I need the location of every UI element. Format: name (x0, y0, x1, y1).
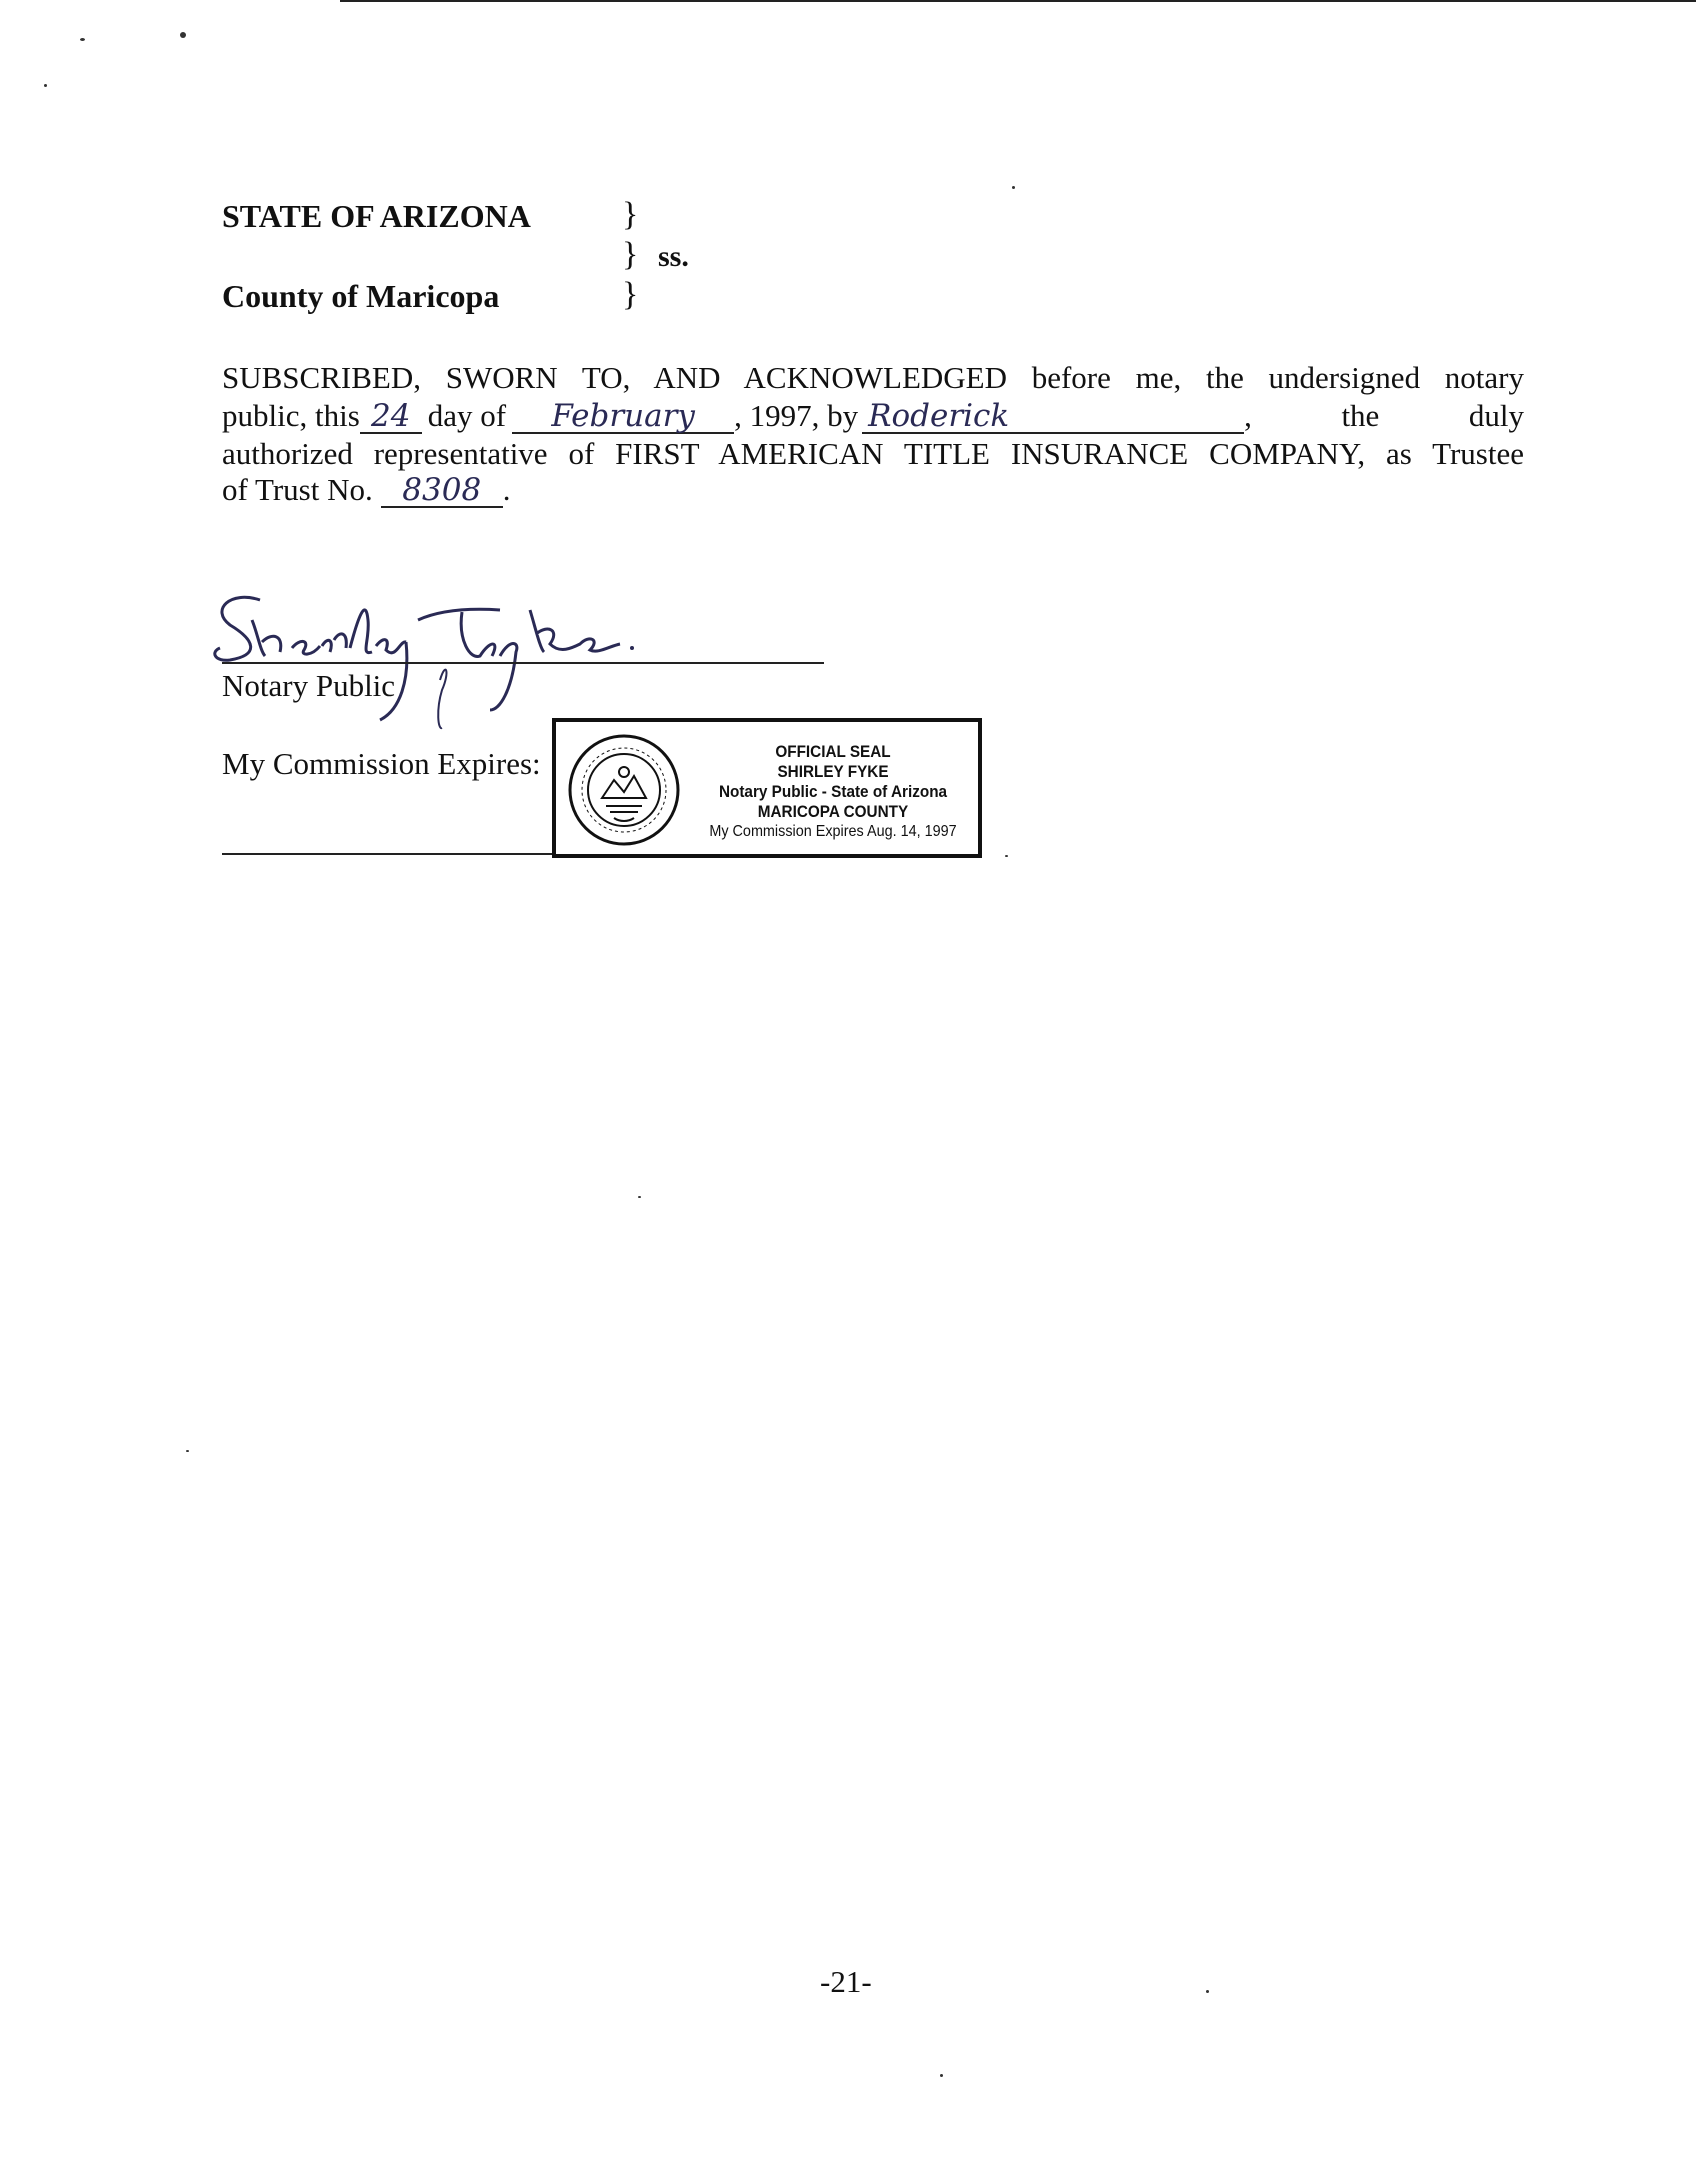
ack-text-day-of: day of (427, 398, 507, 433)
stamp-line-official-seal: OFFICIAL SEAL (775, 742, 891, 761)
scan-speck (1005, 855, 1008, 857)
ack-text-period: . (502, 472, 511, 507)
scan-top-border (340, 0, 1696, 2)
acknowledgment-line-1: SUBSCRIBED, SWORN TO, AND ACKNOWLEDGED before me, the undersigned notary (222, 360, 1524, 395)
scan-speck (940, 2074, 943, 2077)
stamp-line-notary-name: SHIRLEY FYKE (777, 762, 889, 781)
venue-brace-bottom: } (622, 276, 639, 313)
ack-text-the: the (1341, 398, 1380, 433)
page-number: -21- (820, 1964, 872, 1999)
trust-number-field: 8308 (381, 475, 503, 508)
name-field: Roderick (862, 401, 1244, 434)
stamp-text-block (703, 742, 964, 842)
arizona-state-seal-icon (566, 732, 682, 848)
stamp-line-notary-state: Notary Public - State of Arizona (718, 782, 948, 801)
scan-speck (80, 38, 85, 41)
ack-text-public-this: public, this (222, 398, 360, 433)
scan-speck (638, 1196, 641, 1198)
ack-text-duly: duly (1468, 398, 1524, 433)
ack-text-trust-no: of Trust No. (222, 472, 373, 507)
ack-text-comma: , (1244, 398, 1252, 433)
acknowledgment-line-2 (222, 398, 1524, 434)
commission-expiration-line (222, 853, 552, 855)
acknowledgment-line-3: authorized representative of FIRST AMERICAN TITLE INSURANCE COMPANY, as Trustee (222, 436, 1524, 471)
ack-text-year-by: , 1997, by (734, 398, 859, 433)
venue-county: County of Maricopa (222, 278, 500, 314)
acknowledgment-line-4 (222, 472, 511, 508)
venue-brace-top: } (622, 196, 639, 233)
scan-speck (1206, 1990, 1209, 1993)
signature-line (222, 662, 824, 664)
venue-brace-middle: } (622, 236, 639, 273)
venue-ss: ss. (658, 240, 689, 273)
notary-public-caption: Notary Public (222, 668, 396, 703)
scan-speck (186, 1450, 189, 1452)
venue-state: STATE OF ARIZONA (222, 198, 531, 234)
day-field: 24 (360, 401, 422, 434)
scan-speck (44, 84, 47, 87)
commission-expires-label: My Commission Expires: (222, 746, 541, 781)
official-seal-stamp (552, 718, 982, 858)
stamp-line-commission-expires: My Commission Expires Aug. 14, 1997 (709, 823, 957, 840)
stamp-line-county: MARICOPA COUNTY (757, 802, 909, 821)
scan-speck (180, 32, 186, 38)
notary-signature (200, 560, 720, 730)
scan-speck (1012, 186, 1015, 189)
month-field: February (512, 401, 734, 434)
